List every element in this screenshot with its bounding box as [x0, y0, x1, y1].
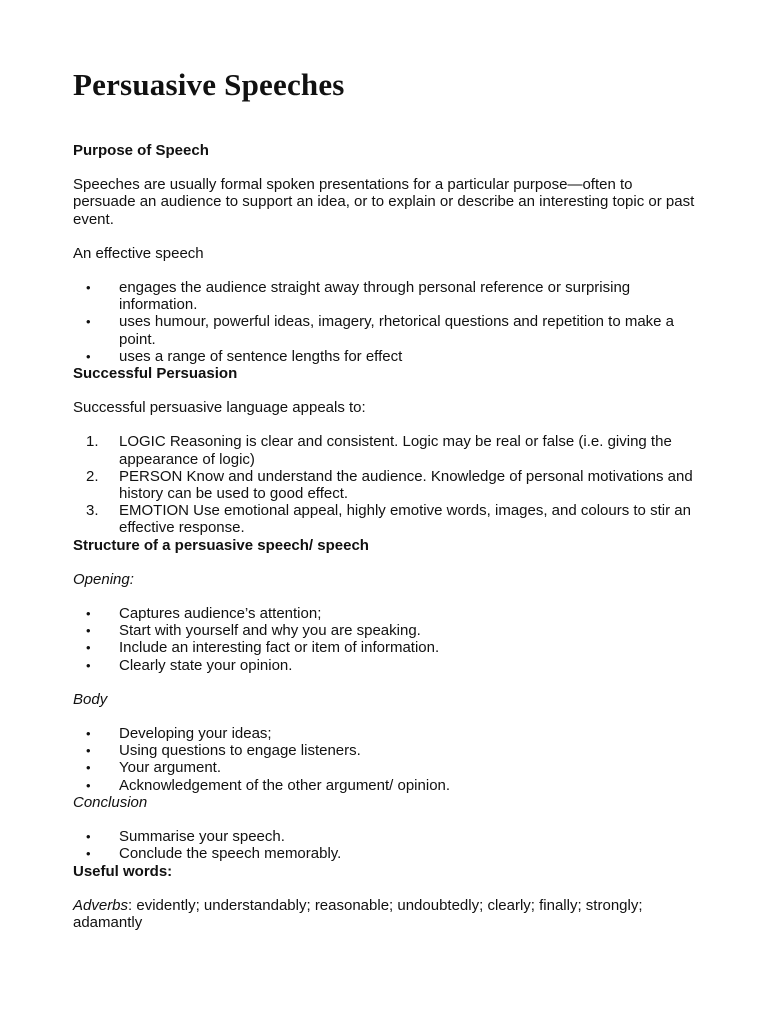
bullet-marker: • — [86, 743, 91, 759]
effective-speech-lead: An effective speech — [73, 244, 204, 262]
list-item — [73, 657, 698, 674]
bullet-marker: • — [86, 623, 91, 639]
purpose-paragraph: Speeches are usually formal spoken presentations for a particular purpose—often to persuade an audience to support an idea, or to explain or describe an interesting topic or past event. — [73, 176, 695, 228]
document-page — [73, 64, 698, 948]
heading-structure: Structure of a persuasive speech/ speech — [73, 536, 369, 554]
list-item-text: uses a range of sentence lengths for effect — [119, 347, 403, 365]
bullet-marker: • — [86, 280, 91, 296]
list-item-text: Your argument. — [119, 759, 222, 777]
list-item-text: Conclude the speech memorably. — [119, 845, 342, 863]
effective-speech-list — [73, 279, 698, 365]
list-item — [73, 622, 698, 639]
bullet-marker: • — [86, 777, 91, 793]
list-number: 3. — [86, 502, 99, 520]
bullet-marker: • — [86, 348, 91, 364]
adverbs-list: : evidently; understandably; reasonable; undoubtedly; clearly; finally; strongly; adamantly — [73, 896, 643, 931]
list-item — [73, 742, 698, 759]
bullet-marker: • — [86, 846, 91, 862]
list-number: 2. — [86, 467, 99, 485]
heading-purpose: Purpose of Speech — [73, 142, 209, 159]
bullet-marker: • — [86, 640, 91, 656]
bullet-marker: • — [86, 829, 91, 845]
body-list — [73, 725, 698, 794]
list-item-text: EMOTION Use emotional appeal, highly emotive words, images, and colours to stir an effective response. — [119, 502, 691, 537]
list-item — [73, 725, 698, 742]
list-item — [73, 777, 698, 794]
adverbs-paragraph — [73, 897, 698, 931]
list-item — [73, 502, 698, 536]
bullet-marker: • — [86, 314, 91, 330]
adverbs-label: Adverbs — [73, 896, 129, 914]
list-item-text: uses humour, powerful ideas, imagery, rhetorical questions and repetition to make a point. — [119, 313, 675, 348]
list-number: 1. — [86, 433, 99, 451]
conclusion-list — [73, 828, 698, 862]
list-item — [73, 759, 698, 776]
list-item-text: LOGIC Reasoning is clear and consistent. Logic may be real or false (i.e. giving the appearance of logic) — [119, 433, 672, 468]
list-item-text: Using questions to engage listeners. — [119, 742, 361, 760]
bullet-marker: • — [86, 657, 91, 673]
bullet-marker: • — [86, 760, 91, 776]
document-title: Persuasive Speeches — [73, 67, 345, 102]
list-item-text: Clearly state your opinion. — [119, 656, 293, 674]
list-item — [73, 845, 698, 862]
list-item — [73, 605, 698, 622]
list-item — [73, 313, 698, 347]
bullet-marker: • — [86, 606, 91, 622]
list-item-text: Include an interesting fact or item of information. — [119, 639, 440, 657]
persuasion-lead: Successful persuasive language appeals to: — [73, 399, 366, 417]
list-item — [73, 348, 698, 365]
list-item-text: Summarise your speech. — [119, 828, 285, 846]
opening-list — [73, 605, 698, 674]
list-item-text: PERSON Know and understand the audience. Knowledge of personal motivations and history can be used to good effect. — [119, 467, 693, 503]
bullet-marker: • — [86, 726, 91, 742]
heading-persuasion: Successful Persuasion — [73, 365, 238, 383]
list-item — [73, 639, 698, 656]
persuasion-list — [73, 433, 698, 536]
heading-useful-words: Useful words: — [73, 862, 173, 880]
list-item-text: Acknowledgement of the other argument/ opinion. — [119, 776, 451, 794]
list-item-text: Captures audience’s attention; — [119, 605, 322, 623]
list-item-text: Start with yourself and why you are speaking. — [119, 622, 421, 640]
list-item — [73, 468, 698, 502]
list-item — [73, 828, 698, 845]
list-item-text: Developing your ideas; — [119, 725, 272, 743]
list-item — [73, 279, 698, 313]
subheading-body: Body — [73, 690, 108, 708]
list-item-text: engages the audience straight away through personal reference or surprising information. — [119, 279, 631, 314]
subheading-conclusion: Conclusion — [73, 793, 148, 811]
list-item — [73, 433, 698, 467]
subheading-opening: Opening: — [73, 570, 134, 588]
